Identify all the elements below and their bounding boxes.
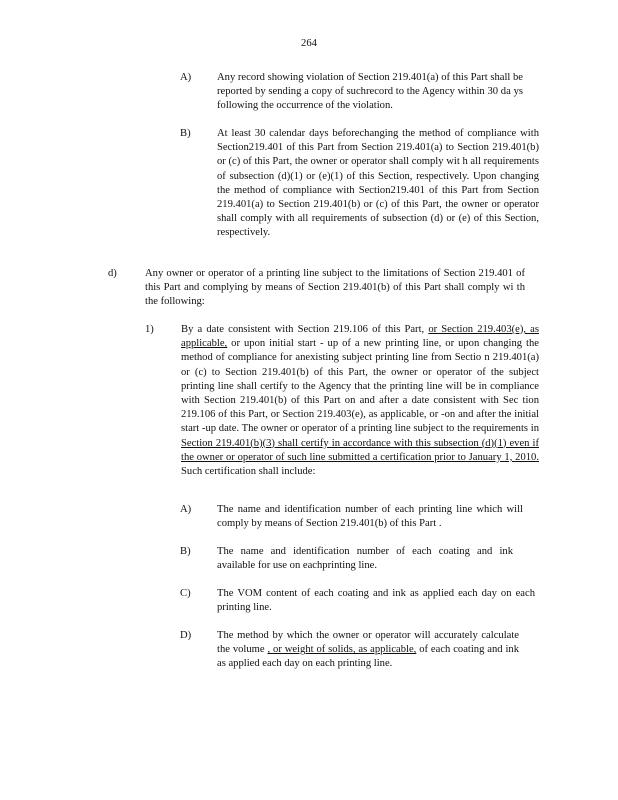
item-label: d)	[108, 268, 117, 279]
list-item	[0, 267, 618, 311]
item-label: C)	[180, 588, 191, 599]
inserted-text: , or weight of solids, as applicable,	[267, 644, 417, 656]
page-number: 264	[301, 38, 317, 49]
list-item	[0, 503, 618, 533]
inserted-text: or Section 219.403(e), as applicable,	[181, 324, 539, 350]
item-text	[217, 127, 539, 241]
item-text	[145, 267, 525, 310]
list-item	[0, 545, 618, 575]
list-item	[0, 587, 618, 617]
item-text	[217, 545, 513, 573]
list-item	[0, 629, 618, 673]
item-label: A)	[180, 504, 192, 515]
list-item	[0, 71, 618, 115]
item-text-segment: The VOM content of each coating and ink as applied each day on each printing line.	[217, 588, 535, 614]
item-text-segment: or upon initial start - up of a new printing line, or upon changing the method of compliance for anexisting subject printing line from Sectio n 219.401(a) or (c) to Section 219.401(b) of this Part, the owner or operator of the subject printing line shall certify to the Agency that the printing line will be in compliance with Section 219.401(b) of this Part on and after a date consistent with Sec tion 219.106 of this Part, or Section 219.403(e), as applicable, or -on and after the initial start -up date. The owner or operator of a printing line subject to the requirements in	[181, 338, 539, 435]
item-label: D)	[180, 630, 192, 641]
item-label: B)	[180, 546, 191, 557]
item-text-segment: Such certification shall include:	[181, 466, 316, 478]
item-text	[181, 323, 539, 479]
item-text-segment: By a date consistent with Section 219.106 of this Part,	[181, 324, 429, 335]
item-label: A)	[180, 72, 192, 83]
item-text-segment: The name and identification number of each coating and ink available for use on eachprinting line.	[217, 546, 513, 572]
item-text-segment: Any owner or operator of a printing line subject to the limitations of Section 219.401 of this Part and complying by means of Section 219.401(b) of this Part shall comply wi th the following:	[145, 268, 525, 308]
item-text-segment: The method by which the owner or operator will accurately calculate the volume	[217, 630, 519, 656]
item-text	[217, 71, 523, 114]
item-label: 1)	[145, 324, 154, 335]
item-text	[217, 587, 535, 615]
list-item	[0, 323, 618, 493]
item-label: B)	[180, 128, 191, 139]
item-text-segment: of each coating and ink as applied each day on each printing line.	[217, 644, 520, 670]
item-text-segment: Any record showing violation of Section 219.401(a) of this Part shall be reported by sending a copy of suchrecord to the Agency within 30 da ys following the occurrence of the violation.	[217, 72, 523, 112]
item-text-segment: At least 30 calendar days beforechanging the method of compliance with Section219.401 of this Part from Section 219.401(a) to Section 219.401(b) or (c) of this Part, the owner or operator shall comply wit h all requirements of subsection (d)(1) or (e)(1) of this Section, respectively. Upon changing the method of compliance with Section219.401 of this Part from Section 219.401(a) to Section 219.401(b) or (c) of this Part, the owner or operator shall comply with all requirements of subsection (d) or (e) of this Section, respectively.	[217, 128, 539, 239]
item-text-segment: The name and identification number of each printing line which will comply by means of Section 219.401(b) of this Part .	[217, 504, 523, 530]
list-item	[0, 127, 618, 257]
inserted-text: Section 219.401(b)(3) shall certify in accordance with this subsection (d)(1) even if the owner or operator of such line submitted a certification prior to January 1, 2010.	[181, 437, 539, 463]
item-text	[217, 629, 519, 672]
item-text	[217, 503, 523, 531]
